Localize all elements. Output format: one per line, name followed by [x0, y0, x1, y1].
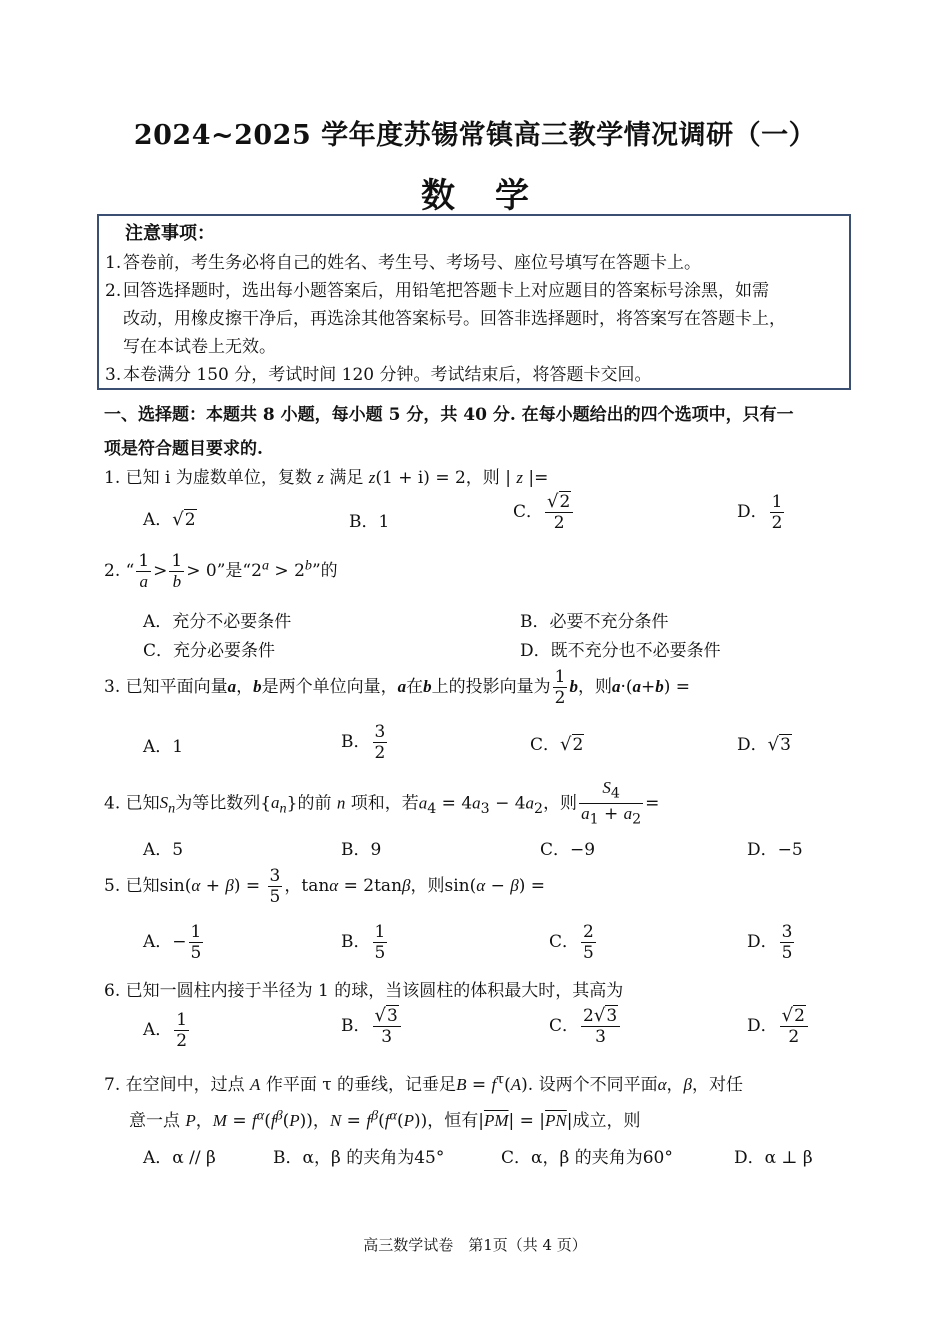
q3-option-d: D．√3	[737, 734, 791, 755]
q1-option-c: C． $\frac{√2}{2}$	[513, 492, 575, 533]
q4-option-a: A．5	[143, 840, 184, 860]
q4-option-b: B．9	[341, 840, 382, 860]
q4-option-c: C．−9	[540, 840, 596, 860]
question-7-line-1: 7. 在空间中，过点 A 作平面 τ 的垂线，记垂足$B = f^\tau(A)$. 设两个不同平面α，β，对任	[104, 1071, 743, 1095]
question-7-line-2: 意一点 P，$M = f^\alpha(f^\beta(P))$，$N = f^\beta(f^\alpha(P))$，恒有$|\overline{PM}| = |\overline{PN}|$成立，则	[129, 1107, 641, 1131]
q5-option-d: D． $\frac{3}{5}$	[747, 922, 793, 963]
subject-title: 数学	[421, 176, 569, 216]
q2-option-b: B．必要不充分条件	[520, 612, 669, 632]
q5-option-a: A．− $\frac{1}{5}$	[143, 922, 202, 963]
question-4: 4. 已知$S_n$为等比数列$\{a_n\}$的前 n 项和，若$a_4 = 4a_3 - 4a_2$，则 $\frac{S_4}{a_1 + a_2}$ =	[104, 778, 660, 828]
q6-option-a: A． $\frac{1}{2}$	[143, 1010, 188, 1051]
notice-heading: 注意事项：	[125, 223, 215, 244]
notice-item-1: 1. 答卷前，考生务必将自己的姓名、考生号、考场号、座位号填写在答题卡上。	[105, 253, 701, 273]
page-footer: 高三数学试卷 第1页（共 4 页）	[363, 1236, 587, 1254]
q5-option-c: C． $\frac{2}{5}$	[549, 922, 594, 963]
q2-option-d: D．既不充分也不必要条件	[520, 641, 721, 661]
notice-box	[97, 214, 851, 390]
notice-item-2: 2. 回答选择题时，选出每小题答案后，用铅笔把答题卡上对应题目的答案标号涂黑，如需 改动，用橡皮擦干净后，再选涂其他答案标号。回答非选择题时，将答案写在答题卡上， 写在本试卷上无效。	[105, 281, 786, 357]
q7-option-d: D．α ⊥ β	[734, 1148, 813, 1168]
q2-option-c: C．充分必要条件	[143, 641, 276, 661]
q1-option-a: A．√2	[143, 509, 196, 530]
notice-item-3: 3. 本卷满分 150 分，考试时间 120 分钟。考试结束后，将答题卡交回。	[105, 365, 652, 385]
q7-option-a: A．α // β	[143, 1148, 216, 1168]
section-heading: 一、选择题：本题共 8 小题，每小题 5 分，共 40 分. 在每小题给出的四个选项中，只有一 项是符合题目要求的.	[104, 405, 794, 459]
q7-option-b: B．α，β 的夹角为45°	[273, 1148, 445, 1168]
q3-option-c: C．√2	[530, 734, 584, 755]
q1-option-b: B．1	[349, 512, 390, 532]
q4-option-d: D．−5	[747, 840, 803, 860]
q3-option-b: B． $\frac{3}{2}$	[341, 722, 386, 763]
q1-option-d: D． $\frac{1}{2}$	[737, 492, 783, 533]
exam-title: 2024~2025 学年度苏锡常镇高三教学情况调研（一）	[133, 120, 817, 151]
q6-option-d: D． $\frac{√2}{2}$	[747, 1006, 810, 1047]
q6-option-b: B． $\frac{√3}{3}$	[341, 1006, 403, 1047]
question-3: 3. 已知平面向量a，b是两个单位向量，a在b上的投影向量为 $\frac{1}{2}$ b，则a·(a+b) =	[104, 667, 691, 708]
question-2: 2. “ $\frac{1}{a}$ > $\frac{1}{b}$ > 0”是“$2^a > 2^b$”的	[104, 551, 338, 591]
question-6: 6. 已知一圆柱内接于半径为 1 的球，当该圆柱的体积最大时，其高为	[104, 981, 624, 1001]
q6-option-c: C． $\frac{2√3}{3}$	[549, 1006, 622, 1047]
q3-option-a: A．1	[143, 737, 184, 757]
q5-option-b: B． $\frac{1}{5}$	[341, 922, 386, 963]
q7-option-c: C．α，β 的夹角为60°	[501, 1148, 673, 1168]
question-1: 1. 已知 i 为虚数单位，复数 z 满足 z(1 + i) = 2，则 | z |=	[104, 468, 549, 488]
question-5: 5. 已知sin(α + β) = $\frac{3}{5}$ ，tanα = 2tanβ，则sin(α − β) =	[104, 866, 545, 907]
q2-option-a: A．充分不必要条件	[143, 612, 292, 632]
